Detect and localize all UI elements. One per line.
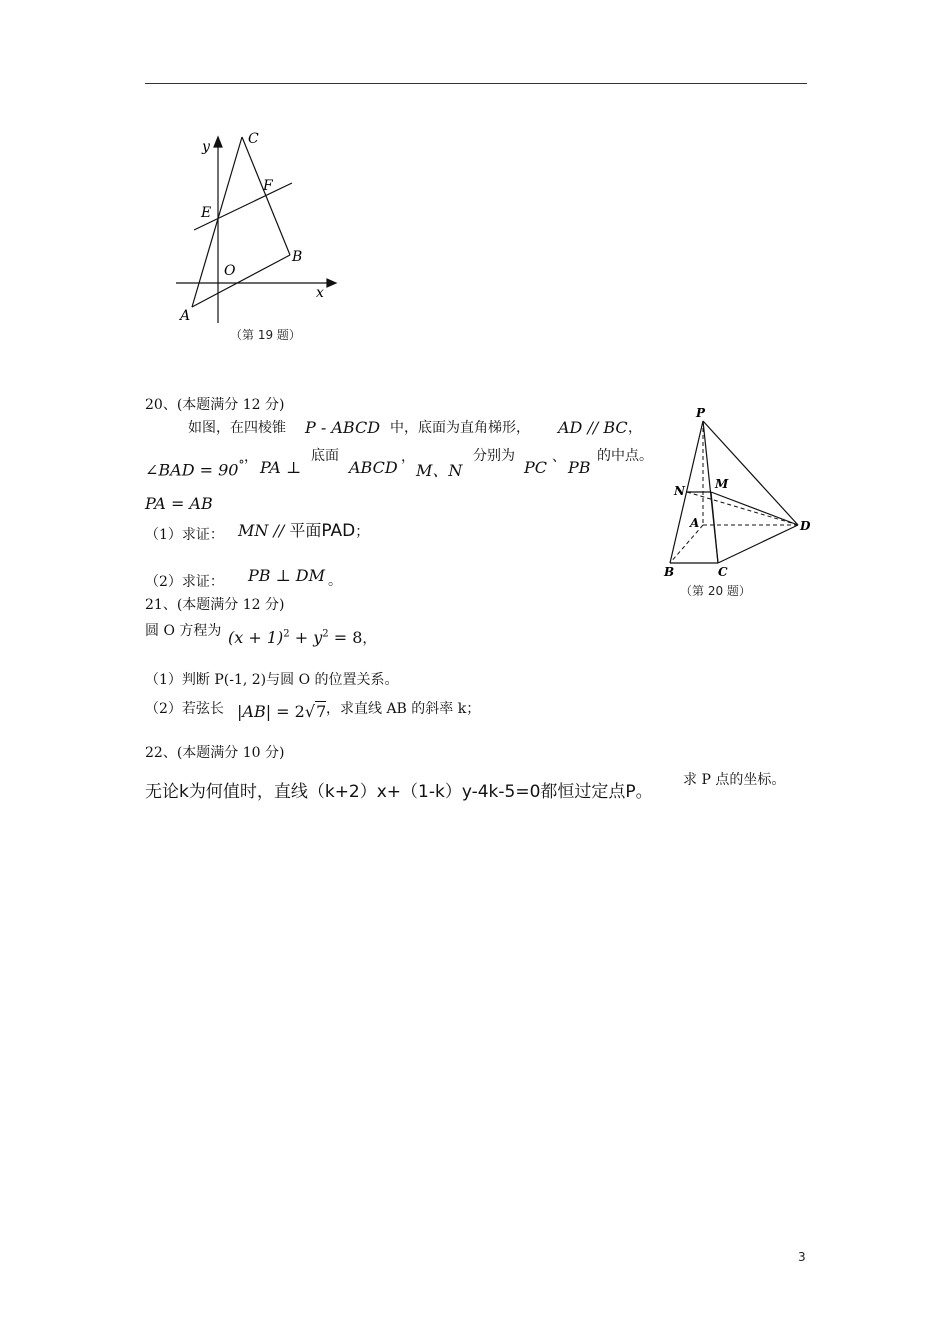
q20-part2-end: 。 <box>328 573 342 589</box>
q20-line2-pa-perp: PA ⊥ <box>260 458 301 477</box>
q22-heading: 22、(本题满分 10 分) <box>145 745 285 761</box>
q20-line2-mn: M、N <box>416 461 463 480</box>
q20-line2-angle <box>145 458 244 479</box>
label-A: A <box>690 516 700 530</box>
q20-part1-mn: MN // <box>238 521 290 540</box>
q20-part1-end: ； <box>355 524 370 540</box>
q22-tail-text: 求 P 点的坐标。 <box>683 772 786 788</box>
label-y: y <box>202 139 210 155</box>
page-number: 3 <box>798 1250 806 1264</box>
q21-part1: （1）判断 P(-1, 2)与圆 O 的位置关系。 <box>145 672 399 688</box>
label-C: C <box>248 131 259 147</box>
q20-line2-pb: PB <box>568 458 591 477</box>
q20-line1-math-pabcd: P - ABCD <box>305 418 381 437</box>
q20-line3-pa-ab: PA = AB <box>145 494 213 513</box>
q20-part1-plane: 平面 <box>289 521 322 540</box>
label-A: A <box>180 308 191 324</box>
q21-eq-sup1: 2 <box>283 628 290 640</box>
q21-heading: 21、(本题满分 12 分) <box>145 597 285 613</box>
label-O: O <box>224 263 236 279</box>
label-x: x <box>316 285 324 301</box>
q20-line2-comma1: ， <box>244 449 258 465</box>
q21-circle-equation <box>228 628 376 648</box>
q20-line2-comma2: ， <box>401 449 415 465</box>
q20-degree-sign: ° <box>238 458 245 472</box>
label-B: B <box>664 565 675 579</box>
q20-line2-sep: 、 <box>552 449 566 465</box>
q20-line2-abcd: ABCD <box>349 458 398 477</box>
q21-eq-sup2: 2 <box>322 628 329 640</box>
q21-eq-part-c: = 8 <box>328 628 363 647</box>
q20-angle-value: ∠BAD = 90 <box>145 460 239 480</box>
q21-part2-tail: ，求直线 AB 的斜率 k； <box>326 701 481 717</box>
q21-eq-two: = 2 <box>271 702 305 721</box>
q20-part1-math <box>238 518 369 541</box>
q21-eq-part-b: + y <box>289 628 323 647</box>
q21-eq-end: ， <box>362 631 377 647</box>
q21-sqrt-sign: √ <box>304 702 316 721</box>
q20-line2-pc: PC <box>524 458 548 477</box>
q21-part2-label: （2）若弦长 <box>145 701 224 717</box>
label-B: B <box>292 249 303 265</box>
q20-part2-math: PB ⊥ DM <box>248 566 325 585</box>
label-F: F <box>263 178 273 194</box>
q21-eq-part-a: (x + 1) <box>228 628 284 647</box>
q20-line2-text-resp: 分别为 <box>473 448 515 464</box>
label-E: E <box>201 205 212 221</box>
q20-line1-comma: ， <box>628 420 642 436</box>
figure-19-diagram <box>170 125 350 325</box>
q20-line1-text-b: 中，底面为直角梯形， <box>390 420 530 436</box>
q20-part1-pad: PAD <box>321 521 356 541</box>
q21-part2-math <box>237 702 326 721</box>
label-N: N <box>674 484 685 498</box>
q21-abs-ab: |AB| <box>237 702 272 721</box>
header-rule <box>145 83 807 84</box>
figure-19-caption: （第 19 题） <box>230 328 301 342</box>
label-C: C <box>718 565 728 579</box>
figure-20-diagram <box>660 405 820 580</box>
q20-line2-text-mid: 的中点。 <box>597 448 653 464</box>
q22-main-text: 无论k为何值时，直线（k+2）x+（1-k）y-4k-5=0都恒过定点P。 <box>145 782 653 802</box>
q20-line1-math-adbc: AD // BC <box>558 418 628 437</box>
q20-line1-text-a: 如图，在四棱锥 <box>188 420 286 436</box>
label-M: M <box>715 477 729 491</box>
q21-radicand: 7 <box>316 702 327 721</box>
q20-part2-label: （2）求证： <box>145 574 224 590</box>
q20-line2-text-base: 底面 <box>311 448 339 464</box>
figure-20-caption: （第 20 题） <box>680 584 751 598</box>
q21-intro: 圆 O 方程为 <box>145 623 222 639</box>
q20-heading: 20、(本题满分 12 分) <box>145 397 285 413</box>
label-P: P <box>696 406 706 420</box>
label-D: D <box>800 519 811 533</box>
q20-part1-label: （1）求证： <box>145 527 224 543</box>
